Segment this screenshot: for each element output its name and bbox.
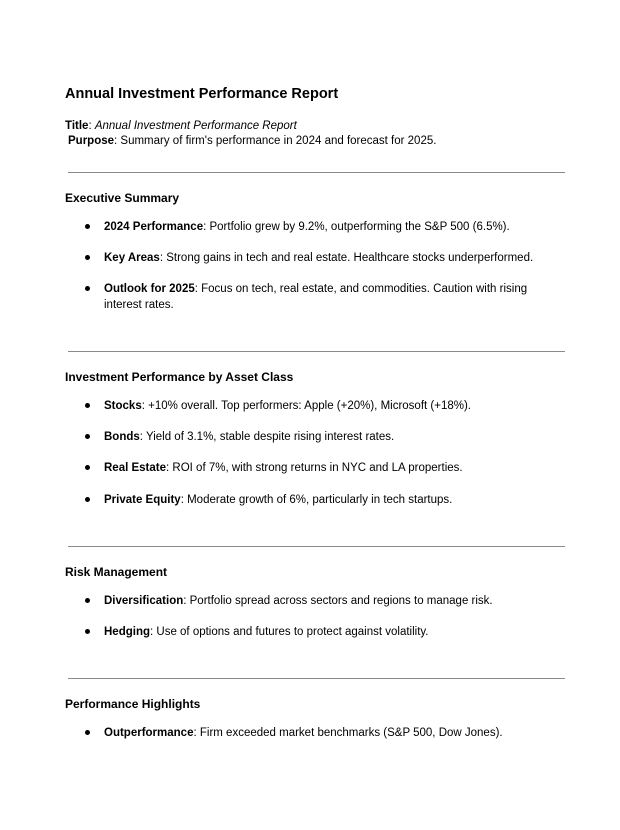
- meta-purpose-line: [68, 134, 436, 148]
- separator: :: [203, 221, 210, 233]
- section-heading-performance-highlights: Performance Highlights: [65, 697, 201, 711]
- horizontal-rule: [68, 546, 565, 547]
- horizontal-rule: [68, 172, 565, 173]
- bullet-icon: [85, 598, 90, 603]
- meta-purpose-value: Summary of firm's performance in 2024 and forecast for 2025.: [120, 135, 437, 147]
- item-text: Use of options and futures to protect against volatility.: [156, 626, 429, 638]
- bullet-icon: [85, 629, 90, 634]
- bullet-icon: [85, 255, 90, 260]
- item-text: +10% overall. Top performers: Apple (+20%), Microsoft (+18%).: [148, 400, 472, 412]
- separator: :: [183, 595, 190, 607]
- item-label: Outlook for 2025: [104, 283, 195, 295]
- item-label: Key Areas: [104, 252, 160, 264]
- separator: :: [114, 135, 121, 147]
- list-item: [85, 624, 555, 640]
- separator: :: [166, 462, 173, 474]
- meta-title-label: Title: [65, 120, 89, 132]
- meta-purpose-label: Purpose: [68, 135, 115, 147]
- item-text: Firm exceeded market benchmarks (S&P 500, Dow Jones).: [199, 727, 503, 739]
- item-text: ROI of 7%, with strong returns in NYC and LA properties.: [172, 462, 463, 474]
- bullet-icon: [85, 224, 90, 229]
- separator: :: [194, 283, 202, 295]
- horizontal-rule: [68, 678, 565, 679]
- item-text: Moderate growth of 6%, particularly in tech startups.: [187, 494, 453, 506]
- item-label: Real Estate: [104, 462, 167, 474]
- item-label: Outperformance: [104, 727, 194, 739]
- separator: :: [139, 431, 146, 443]
- separator: :: [141, 400, 149, 412]
- list-item: [85, 250, 555, 266]
- section-heading-asset-class: Investment Performance by Asset Class: [65, 370, 294, 384]
- list-item: [85, 429, 555, 445]
- bullet-icon: [85, 403, 90, 408]
- list-item: [85, 219, 555, 235]
- item-text: Portfolio spread across sectors and regions to manage risk.: [189, 595, 493, 607]
- list-item: [85, 281, 555, 313]
- separator: :: [159, 252, 167, 264]
- item-label: Private Equity: [104, 494, 181, 506]
- section-heading-risk-management: Risk Management: [65, 565, 168, 579]
- horizontal-rule: [68, 351, 565, 352]
- item-label: Bonds: [104, 431, 140, 443]
- item-text: Portfolio grew by 9.2%, outperforming the S&P 500 (6.5%).: [209, 221, 510, 233]
- bullet-icon: [85, 465, 90, 470]
- item-label: Stocks: [104, 400, 142, 412]
- meta-title-line: [65, 119, 297, 133]
- list-item: [85, 725, 555, 741]
- bullet-icon: [85, 497, 90, 502]
- item-label: Hedging: [104, 626, 150, 638]
- list-item: [85, 492, 555, 508]
- bullet-icon: [85, 286, 90, 291]
- bullet-icon: [85, 434, 90, 439]
- item-text: Yield of 3.1%, stable despite rising interest rates.: [145, 431, 395, 443]
- separator: :: [193, 727, 200, 739]
- separator: :: [150, 626, 157, 638]
- bullet-icon: [85, 730, 90, 735]
- list-item: [85, 460, 555, 476]
- list-item: [85, 398, 555, 414]
- item-label: 2024 Performance: [104, 221, 204, 233]
- item-text: Focus on tech, real estate, and commodities. Caution with rising interest rates.: [104, 283, 528, 311]
- meta-title-value: Annual Investment Performance Report: [94, 120, 297, 132]
- item-text: Strong gains in tech and real estate. Healthcare stocks underperformed.: [166, 252, 534, 264]
- list-item: [85, 593, 555, 609]
- item-label: Diversification: [104, 595, 184, 607]
- separator: :: [180, 494, 188, 506]
- section-heading-executive-summary: Executive Summary: [65, 191, 180, 205]
- separator: :: [88, 120, 95, 132]
- document-title: Annual Investment Performance Report: [65, 86, 339, 102]
